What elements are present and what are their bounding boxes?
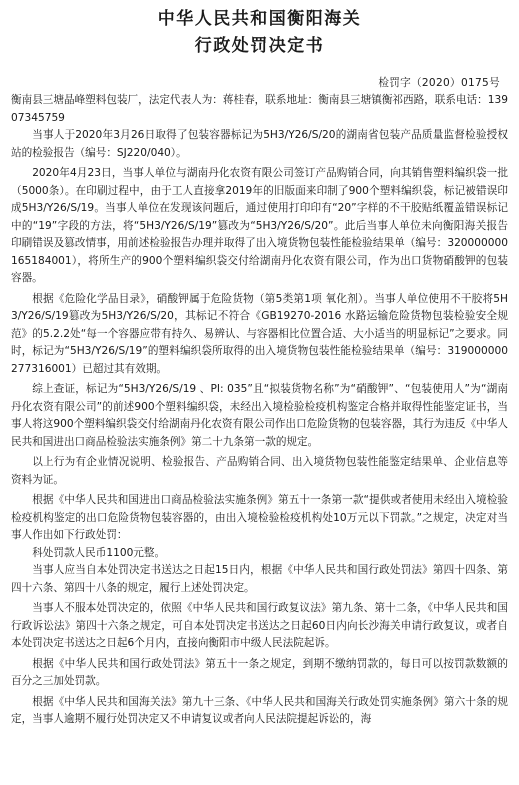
body-paragraph: 根据《中华人民共和国进出口商品检验法实施条例》第五十一条第一款“提供或者使用未经出入境检验检疫机构鉴定的出口危险货物包装容器的，由出入境检验检疫机构处10万元以下罚款。”之规定，决定对当事人作出如下行政处罚： bbox=[11, 494, 508, 541]
body-paragraph: 根据《危险化学品目录》，硝酸钾属于危险货物（第5类第1项 氧化剂）。当事人单位使用不干胶将5H3/Y26/S/19篡改为5H3/Y26/S/20，其标记不符合《GB19270-2016 水路运输危险货物包装检验安全规范》的5.2.2处“每一个容器应带有持久、易辨认、与容器相比位置合适、大小适当的明显标记”之要求。同时，标记为“5H3/Y26/S/19”的塑料编织袋所取得的出入境货物包装性能检验结果单（编号：319000000277316001）已超过其有效期。 bbox=[11, 292, 508, 375]
body-paragraph: 当事人于2020年3月26日取得了包装容器标记为5H3/Y26/S/20的湖南省包装产品质量监督检验授权站的检验报告（编号：SJ220/040）。 bbox=[11, 129, 508, 159]
penalty-amount-paragraph: 科处罚款人民币1100元整。 bbox=[32, 546, 166, 559]
body-paragraph: 2020年4月23日，当事人单位与湖南丹化农资有限公司签订产品购销合同，向其销售塑料编织袋一批（5000条）。在印刷过程中，由于工人直接拿2019年的旧版面来印制了900个塑料编织袋，标记被错误印成5H3/Y26/S/19。当事人单位在发现该问题后，通过使用打印印有“20”字样的不干胶贴纸覆盖错误标记中的“19”字段的方法，将“5H3/Y26/S/19”篡改为“5H3/Y26/S/20”。此后当事人单位未向衡阳海关报告印刷错误及篡改情事，用前述检验报告办理并取得了出入境货物包装性能检验结果单（编号：320000000165184001），将所生产的900个塑料编织袋交付给湖南丹化农资有限公司，作为出口货物硝酸钾的包装容器。 bbox=[11, 167, 508, 284]
body-paragraph: 当事人不服本处罚决定的，依照《中华人民共和国行政复议法》第九条、第十二条，《中华人民共和国行政诉讼法》第四十六条之规定，可自本处罚决定书送达之日起60日内向长沙海关申请行政复议，或者自本处罚决定书送达之日起6个月内，直接向衡阳市中级人民法院起诉。 bbox=[11, 602, 508, 649]
document-number: 检罚字（2020）0175号 bbox=[378, 77, 500, 89]
body-paragraph: 以上行为有企业情况说明、检验报告、产品购销合同、出入境货物包装性能鉴定结果单、企业信息等资料为证。 bbox=[11, 456, 508, 486]
body-paragraph: 当事人应当自本处罚决定书送达之日起15日内，根据《中华人民共和国行政处罚法》第四十四条、第四十六条、第四十八条的规定，履行上述处罚决定。 bbox=[11, 564, 508, 594]
document-title-type: 行政处罚决定书 bbox=[194, 36, 325, 56]
document-title-authority: 中华人民共和国衡阳海关 bbox=[157, 9, 362, 29]
body-paragraph: 综上查证，标记为“5H3/Y26/S/19 、PI: 035”且“拟装货物名称”为“硝酸钾”、“包装使用人”为“湖南丹化农资有限公司”的前述900个塑料编织袋，未经出入境检验检疫机构鉴定合格并取得性能鉴定证书，当事人将这900个塑料编织袋交付给湖南丹化农资有限公司作出口危险货物的包装容器，其行为违反《中华人民共和国进出口商品检验法实施条例》第二十九条第一款的规定。 bbox=[11, 383, 508, 448]
document-body bbox=[11, 92, 508, 729]
body-paragraph: 根据《中华人民共和国海关法》第九十三条、《中华人民共和国海关行政处罚实施条例》第六十条的规定，当事人逾期不履行处罚决定又不申请复议或者向人民法院提起诉讼的，海 bbox=[11, 695, 508, 725]
body-paragraph: 根据《中华人民共和国行政处罚法》第五十一条之规定，到期不缴纳罚款的，每日可以按罚款数额的百分之三加处罚款。 bbox=[11, 657, 508, 687]
party-info-paragraph: 衡南县三塘晶峰塑料包装厂，法定代表人为：蒋桂春，联系地址：衡南县三塘镇衡祁西路，联系电话：13907345759 bbox=[11, 94, 508, 124]
